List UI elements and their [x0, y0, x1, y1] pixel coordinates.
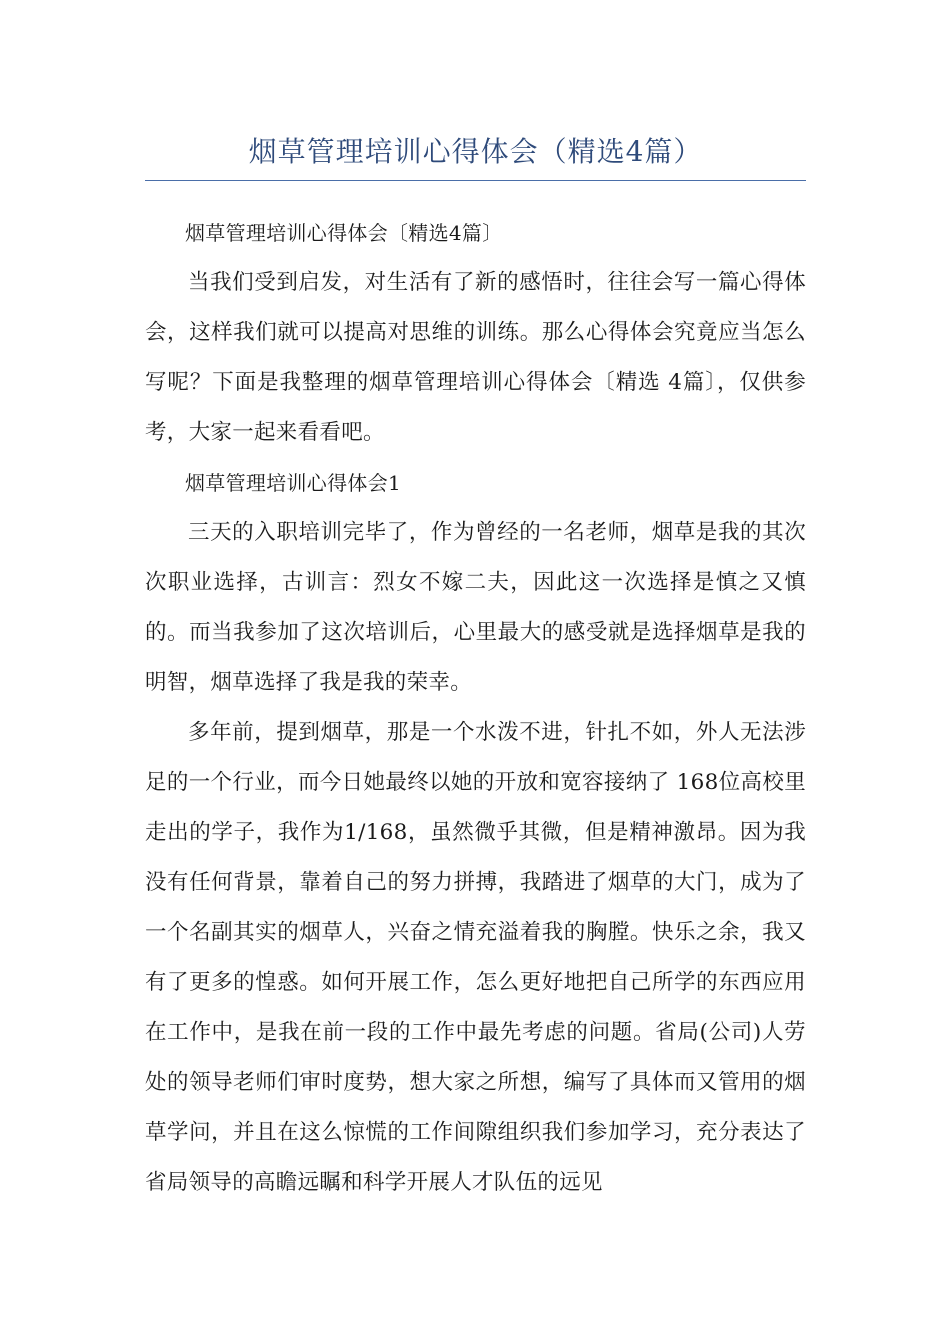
document-subtitle: 烟草管理培训心得体会〔精选4篇〕	[185, 221, 503, 245]
section-heading: 烟草管理培训心得体会1	[185, 471, 402, 495]
intro-paragraph: 当我们受到启发，对生活有了新的感悟时，往往会写一篇心得体会，这样我们就可以提高对思维的训练。那么心得体会究竟应当怎么写呢？下面是我整理的烟草管理培训心得体会〔精选 4篇〕，仅供参考，大家一起来看看吧。	[145, 270, 806, 445]
document-title: 烟草管理培训心得体会（精选4篇）	[248, 135, 703, 168]
body-paragraph: 三天的入职培训完毕了，作为曾经的一名老师，烟草是我的其次次职业选择，古训言：烈女不嫁二夫，因此这一次选择是慎之又慎的。而当我参加了这次培训后，心里最大的感受就是选择烟草是我的明智，烟草选择了我是我的荣幸。	[145, 520, 806, 695]
body-paragraph: 多年前，提到烟草，那是一个水泼不进，针扎不如，外人无法涉足的一个行业，而今日她最终以她的开放和宽容接纳了 168位高校里走出的学子，我作为1/168，虽然微乎其微，但是精神激昂。因为我没有任何背景，靠着自己的努力拼搏，我踏进了烟草的大门，成为了一个名副其实的烟草人，兴奋之情充溢着我的胸膛。快乐之余，我又有了更多的惶惑。如何开展工作，怎么更好地把自己所学的东西应用在工作中，是我在前一段的工作中最先考虑的问题。省局(公司)人劳处的领导老师们审时度势，想大家之所想，编写了具体而又管用的烟草学问，并且在这么惊慌的工作间隙组织我们参加学习，充分表达了省局领导的高瞻远瞩和科学开展人才队伍的远见	[145, 720, 806, 1195]
title-underline	[145, 180, 806, 181]
document-body	[145, 208, 806, 1208]
